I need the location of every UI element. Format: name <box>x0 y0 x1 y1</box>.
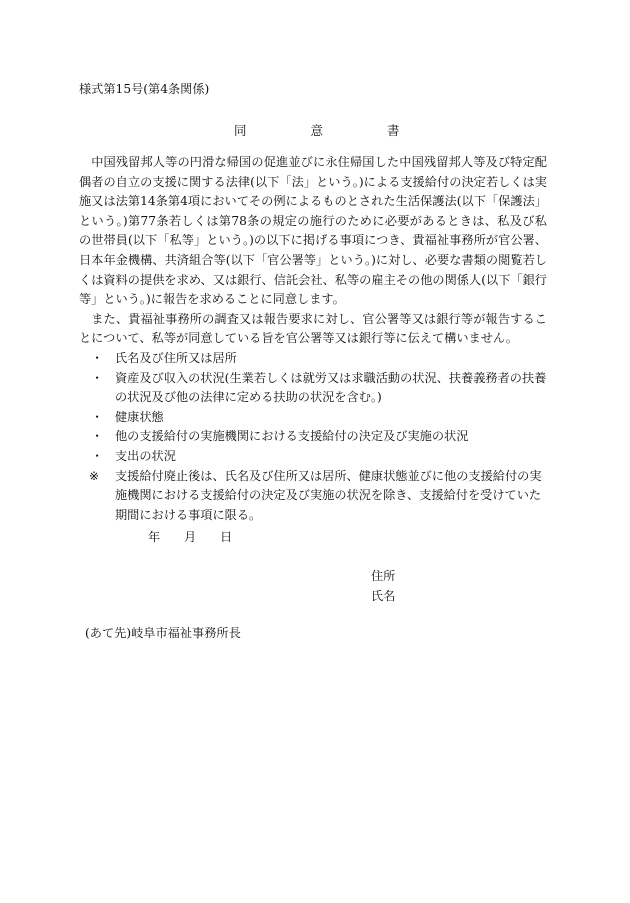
list-item <box>79 427 547 447</box>
bullet-mark: ・ <box>91 350 104 365</box>
name-label: 氏名 <box>371 589 396 603</box>
list-item <box>79 447 547 467</box>
list-item <box>79 349 547 369</box>
date-year-label: 年 <box>148 530 161 544</box>
consent-paragraph-1: 中国残留邦人等の円滑な帰国の促進並びに永住帰国した中国残留邦人等及び特定配偶者の自立の支援に関する法律(以下「法」という。)による支援給付の決定若しくは実施又は法第14条第4項においてその例によるものとされた生活保護法(以下「保護法」という。)第77条若しくは第78条の規定の施行のために必要があるときは、私及び私の世帯員(以下「私等」という。)の以下に掲げる事項につき、貴福祉事務所が官公署、日本年金機構、共済組合等(以下「官公署等」という。)に対し、必要な書類の閲覧若しくは資料の提供を求め、又は銀行、信託会社、私等の雇主その他の関係人(以下「銀行等」という。)に報告を求めることに同意します。 <box>79 155 547 307</box>
bullet-mark: ・ <box>91 429 104 444</box>
list-item <box>79 408 547 428</box>
list-item-text: 支出の状況 <box>115 448 176 463</box>
address-label: 住所 <box>371 569 396 583</box>
list-item-text: 他の支援給付の実施機関における支援給付の決定及び実施の状況 <box>115 429 469 444</box>
consent-paragraph-2: また、貴福祉事務所の調査又は報告要求に対し、官公署等又は銀行等が報告することについて、私等が同意している旨を官公署等又は銀行等に伝えて構いません。 <box>79 311 547 346</box>
list-item-text: 健康状態 <box>115 409 164 424</box>
note-text: 支援給付廃止後は、氏名及び住所又は居所、健康状態並びに他の支援給付の実施機関における支援給付の決定及び実施の状況を除き、支援給付を受けていた期間における事項に限る。 <box>115 468 542 522</box>
bullet-mark: ・ <box>91 448 104 463</box>
item-list <box>79 349 547 467</box>
date-month-label: 月 <box>184 530 197 544</box>
list-item-text: 資産及び収入の状況(生業若しくは就労又は求職活動の状況、扶養義務者の扶養の状況及び他の法律に定める扶助の状況を含む。) <box>115 370 547 405</box>
date-day-label: 日 <box>220 530 233 544</box>
date-line <box>148 528 232 545</box>
note-mark: ※ <box>89 468 100 483</box>
bullet-mark: ・ <box>91 409 104 424</box>
list-item <box>79 369 547 408</box>
bullet-mark: ・ <box>91 370 104 385</box>
form-number: 様式第15号(第4条関係) <box>79 82 210 96</box>
list-item-text: 氏名及び住所又は居所 <box>115 350 237 365</box>
document-body <box>79 153 547 525</box>
document-title: 同意書 <box>234 123 464 138</box>
note <box>79 467 547 526</box>
addressee: (あて先)岐阜市福祉事務所長 <box>85 626 241 640</box>
